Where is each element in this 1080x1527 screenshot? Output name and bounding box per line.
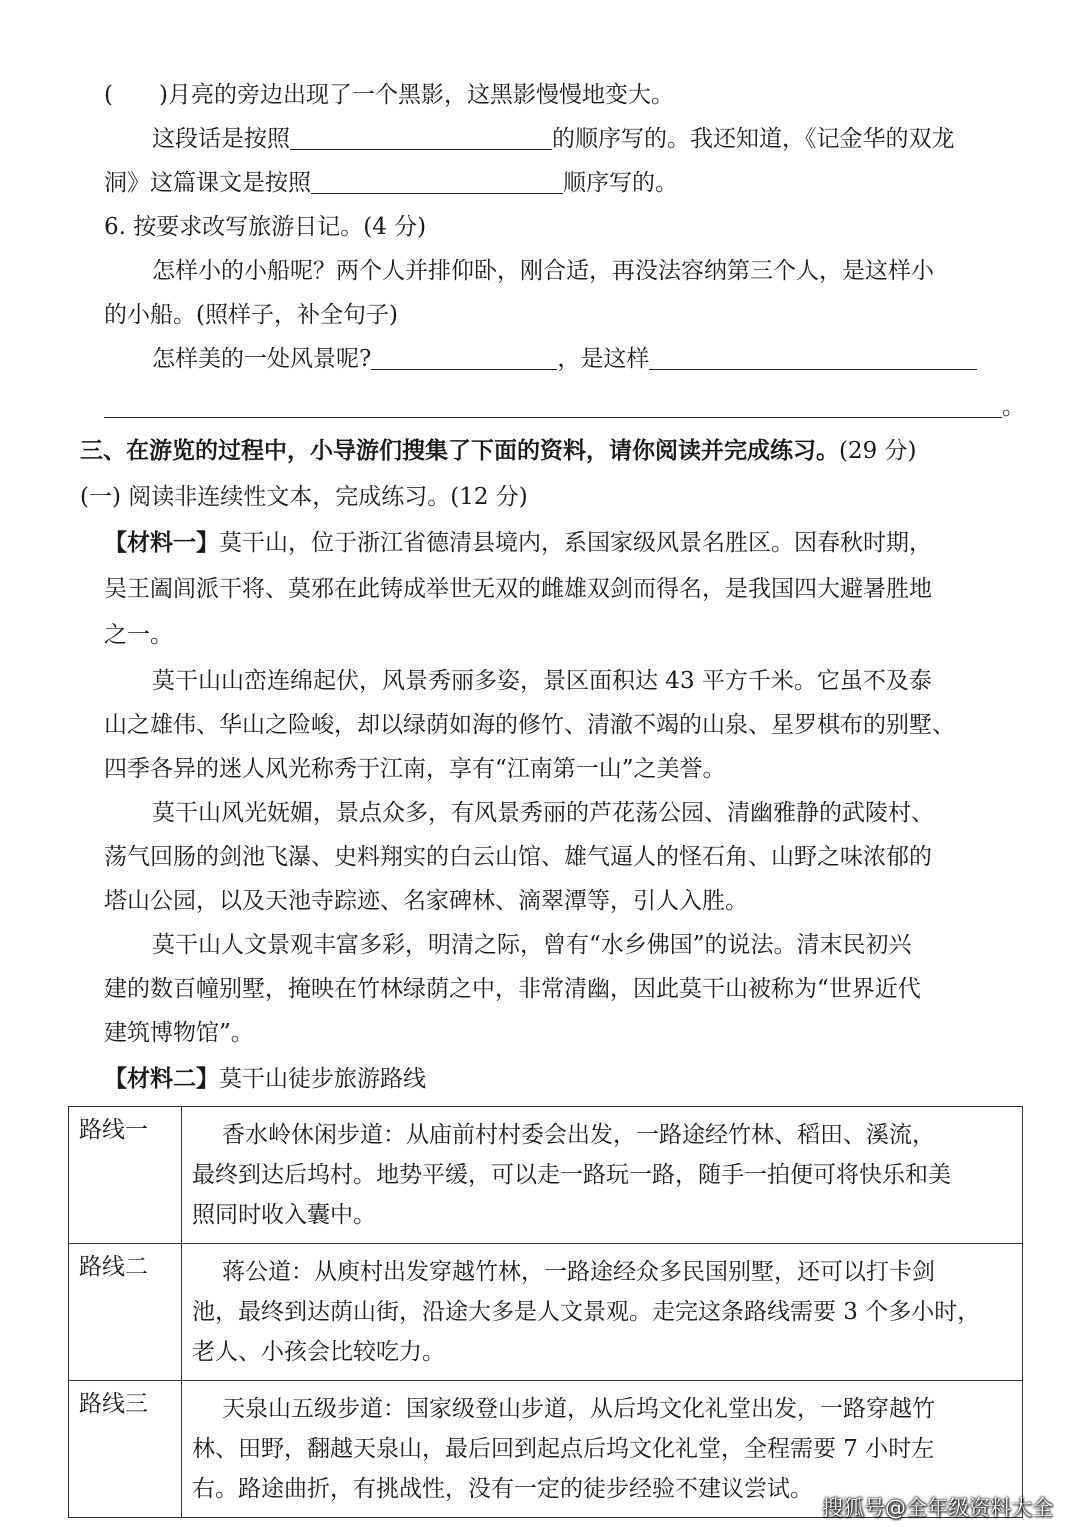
- route-text: 池，最终到达荫山街，沿途大多是人文景观。走完这条路线需要 3 个多小时，: [192, 1299, 981, 1325]
- route-text: 老人、小孩会比较吃力。: [192, 1339, 445, 1365]
- period-mark: 。: [1002, 394, 1025, 420]
- material1-line-1: [104, 528, 932, 558]
- q6-heading: 6. 按要求改写旅游日记。(4 分): [104, 214, 427, 240]
- material1-line-8: 荡气回肠的剑池飞瀑、史料翔实的白云山馆、雄气逼人的怪石角、山野之味浓郁的: [104, 844, 932, 870]
- q5-prompt-line2: [104, 168, 678, 198]
- section3-heading: [80, 436, 917, 466]
- prompt-text: 顺序写的。: [563, 170, 678, 196]
- answer-blank-lesson-order[interactable]: [311, 171, 563, 194]
- material-text: 莫干山，位于浙江省德清县境内，系国家级风景名胜区。因春秋时期，: [219, 530, 932, 556]
- q6-task-line: [152, 344, 977, 374]
- material1-line-11: 建的数百幢别墅，掩映在竹林绿荫之中，非常清幽，因此莫干山被称为“世界近代: [104, 976, 921, 1002]
- route-text: 香水岭休闲步道：从庙前村村委会出发，一路途经竹林、稻田、溪流，: [222, 1122, 935, 1148]
- route-text: 照同时收入囊中。: [192, 1202, 376, 1228]
- material-tag: 【材料一】: [104, 530, 219, 556]
- material1-line-12: 建筑博物馆”。: [104, 1020, 254, 1046]
- answer-blank-description[interactable]: [649, 347, 977, 370]
- answer-blank-scenery[interactable]: [371, 347, 557, 370]
- watermark: 搜狐号@全年级资料大全: [822, 1496, 1053, 1520]
- material1-line-9: 塔山公园，以及天池寺踪迹、名家碑林、滴翠潭等，引人入胜。: [104, 888, 748, 914]
- prompt-text: 的顺序写的。我还知道，《记金华的双龙: [552, 126, 955, 152]
- part1-heading: (一) 阅读非连续性文本，完成练习。(12 分): [80, 484, 528, 510]
- material1-line-6: 四季各异的迷人风光称秀于江南，享有“江南第一山”之美誉。: [104, 756, 726, 782]
- route-text: 右。路途曲折，有挑战性，没有一定的徒步经验不建议尝试。: [192, 1476, 813, 1502]
- task-text: ，是这样: [557, 346, 650, 372]
- prompt-text: 这段话是按照: [152, 126, 290, 152]
- route-text: 天泉山五级步道：国家级登山步道，从后坞文化礼堂出发，一路穿越竹: [222, 1396, 935, 1422]
- table-row: [69, 1244, 1023, 1381]
- route-description: [182, 1244, 1023, 1381]
- material1-line-4: 莫干山山峦连绵起伏，风景秀丽多姿，景区面积达 43 平方千米。它虽不及泰: [152, 668, 932, 694]
- route-name: 路线一: [69, 1107, 182, 1244]
- material1-line-7: 莫干山风光妩媚，景点众多，有风景秀丽的芦花荡公园、清幽雅静的武陵村、: [152, 800, 934, 826]
- route-name: 路线三: [69, 1381, 182, 1518]
- q6-example-line2: 的小船。(照样子，补全句子): [104, 302, 398, 328]
- answer-blank-order[interactable]: [290, 127, 552, 150]
- route-description: [182, 1107, 1023, 1244]
- q6-example-line1: 怎样小的小船呢？两个人并排仰卧，刚合适，再没法容纳第三个人，是这样小: [152, 258, 934, 284]
- material1-line-10: 莫干山人文景观丰富多彩，明清之际，曾有“水乡佛国”的说法。清末民初兴: [152, 932, 912, 958]
- material-title: 莫干山徒步旅游路线: [219, 1066, 426, 1092]
- material1-line-5: 山之雄伟、华山之险峻，却以绿荫如海的修竹、清澈不竭的山泉、星罗棋布的别墅、: [104, 712, 955, 738]
- section-title: 三、在游览的过程中，小导游们搜集了下面的资料，请你阅读并完成练习。: [80, 438, 839, 464]
- q5-option-line: [104, 80, 674, 110]
- material1-line-3: 之一。: [104, 622, 173, 648]
- route-text: 蒋公道：从庾村出发穿越竹林，一路途经众多民国别墅，还可以打卡剑: [222, 1259, 935, 1285]
- prompt-text: 洞》这篇课文是按照: [104, 170, 311, 196]
- material1-line-2: 吴王阖闾派干将、莫邪在此铸成举世无双的雌雄双剑而得名，是我国四大避暑胜地: [104, 576, 932, 602]
- route-name: 路线二: [69, 1244, 182, 1381]
- routes-table: [68, 1106, 1023, 1518]
- material-tag: 【材料二】: [104, 1066, 219, 1092]
- answer-blank-continuation[interactable]: [104, 395, 1002, 418]
- q6-continuation-line: [104, 392, 1025, 422]
- table-row: [69, 1107, 1023, 1244]
- answer-bracket[interactable]: ( ): [104, 82, 168, 108]
- route-text: 林、田野，翻越天泉山，最后回到起点后坞文化礼堂，全程需要 7 小时左: [192, 1436, 935, 1462]
- section-score: (29 分): [839, 438, 917, 464]
- task-text: 怎样美的一处风景呢?: [152, 346, 372, 372]
- option-text: 月亮的旁边出现了一个黑影，这黑影慢慢地变大。: [167, 82, 674, 108]
- route-text: 最终到达后坞村。地势平缓，可以走一路玩一路，随手一拍便可将快乐和美: [192, 1162, 951, 1188]
- material2-heading: [104, 1064, 426, 1094]
- q5-prompt-line1: [152, 124, 955, 154]
